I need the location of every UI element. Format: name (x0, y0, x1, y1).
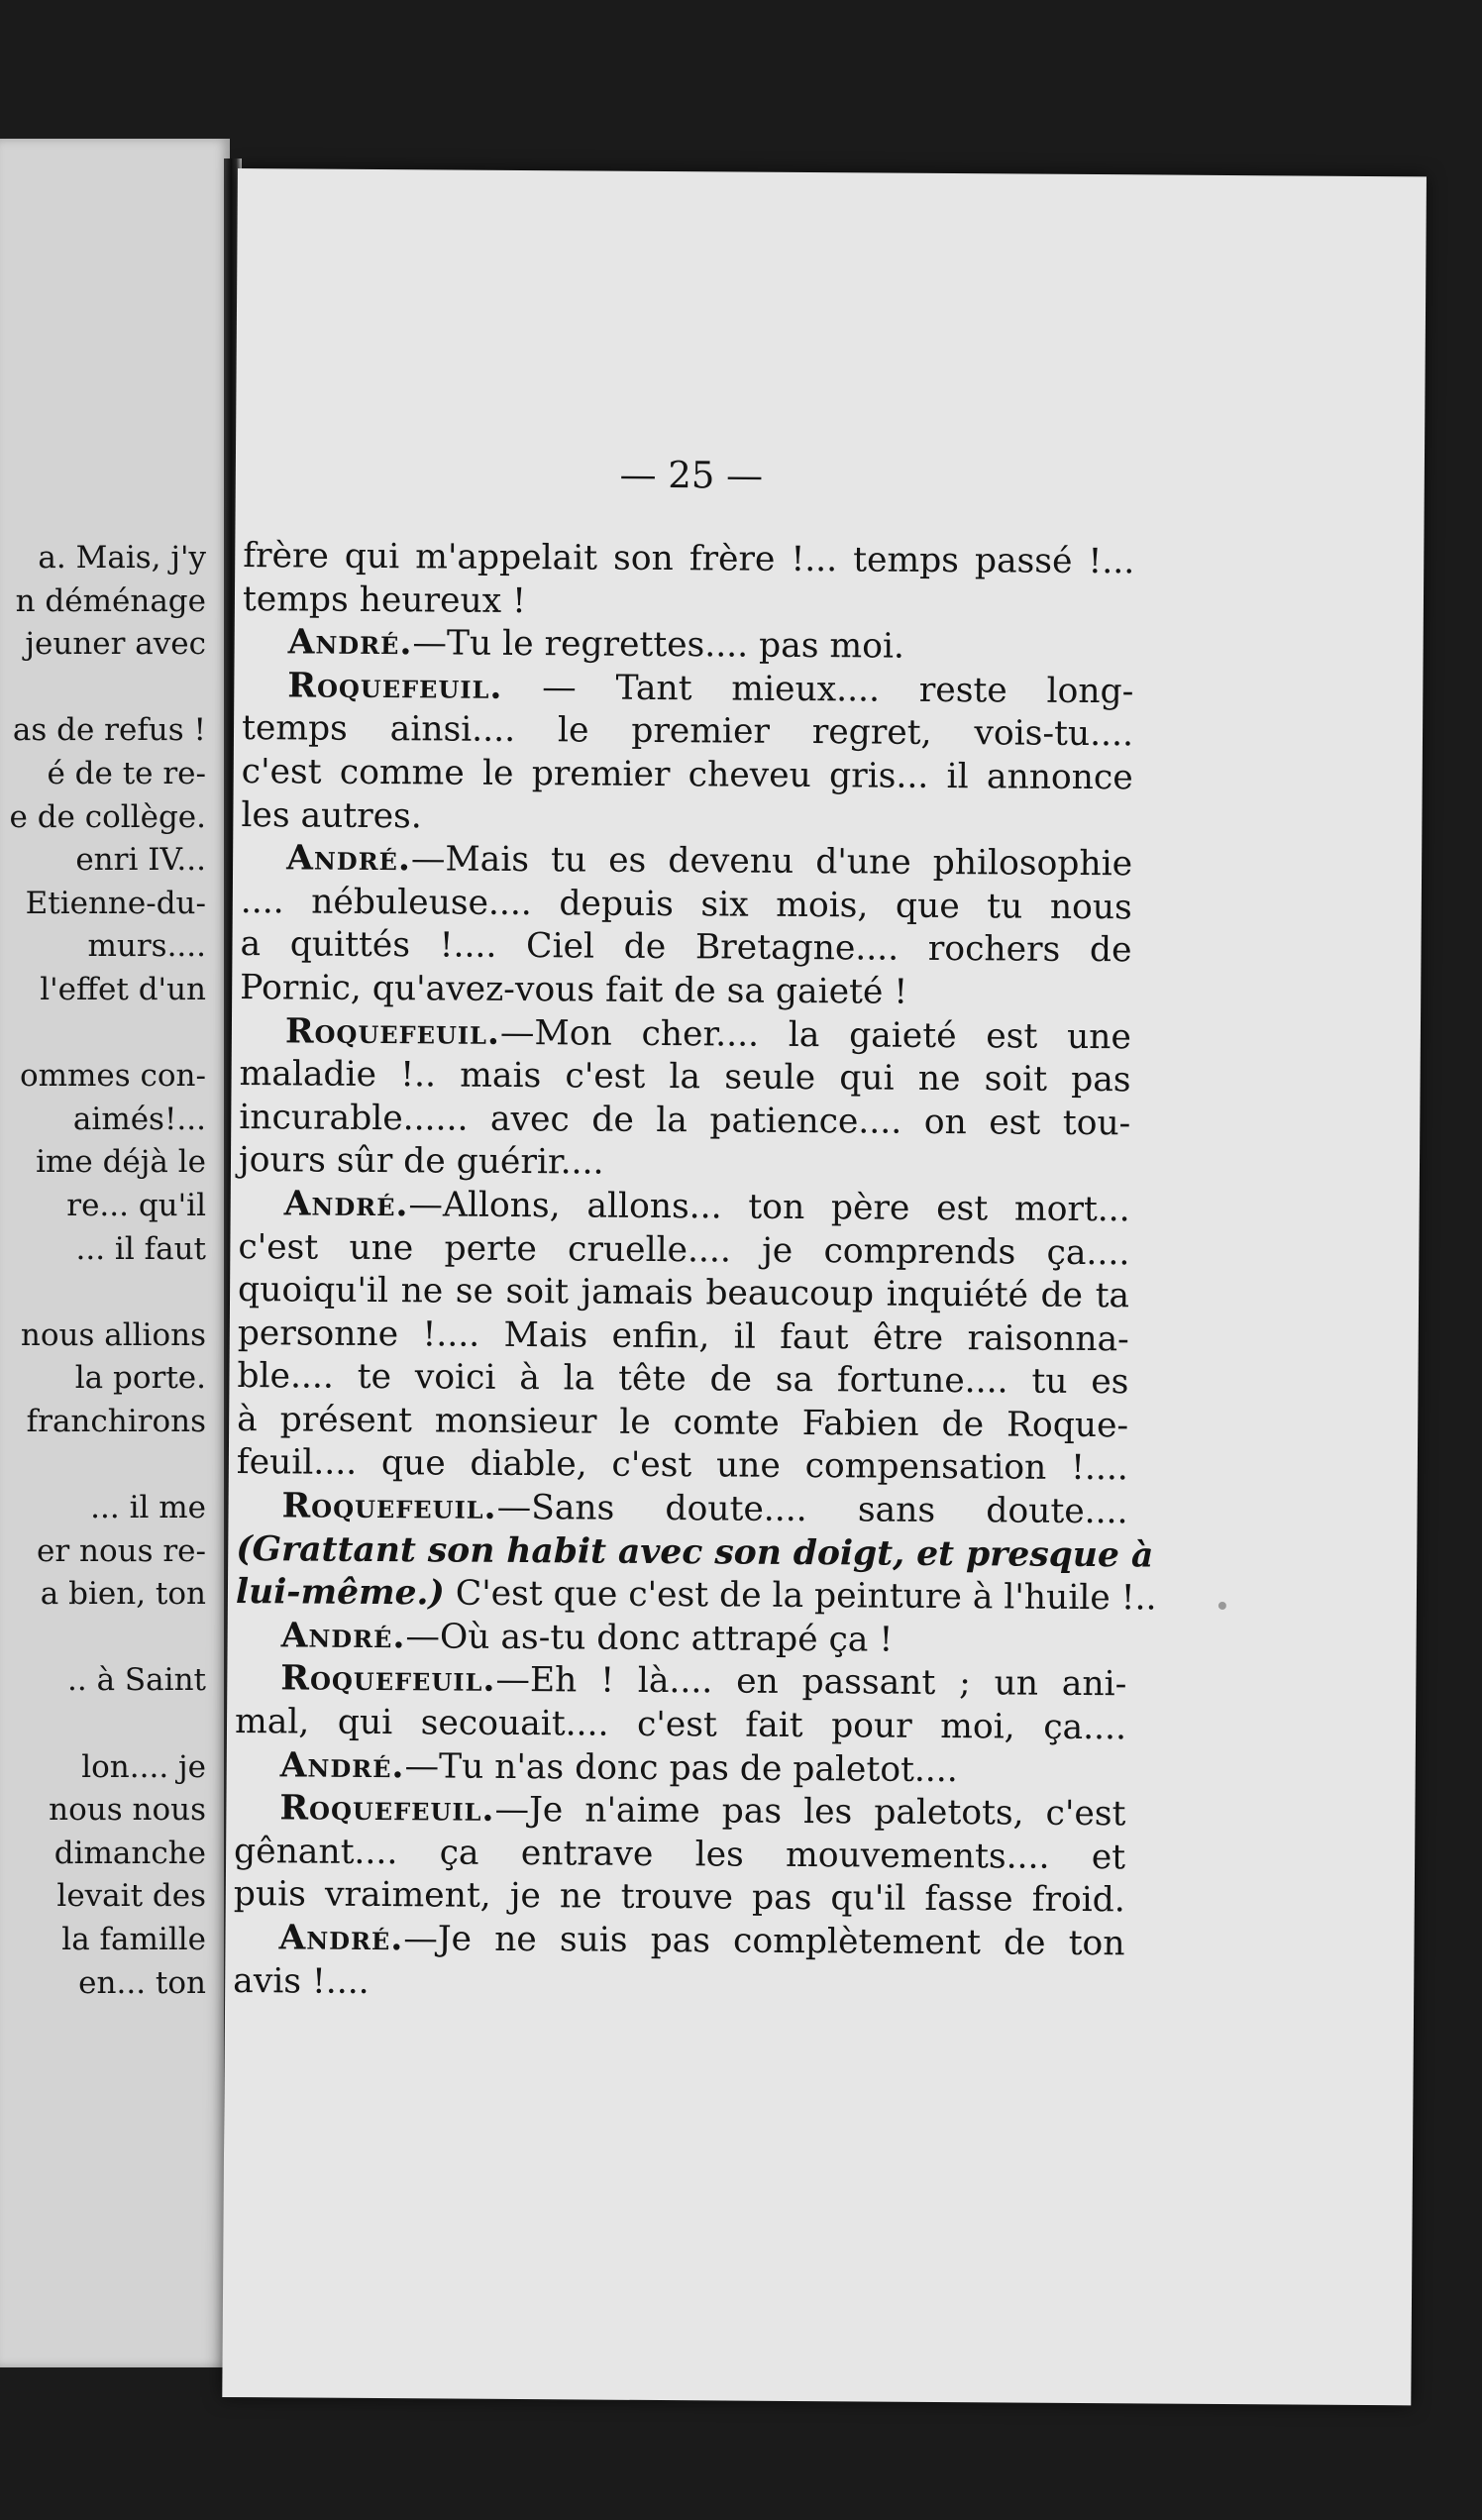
line-text: personne !.... Mais enfin, il faut être raisonna- (237, 1312, 1129, 1359)
speaker-name: Roquefeuil. (287, 666, 503, 707)
dialogue-text (233, 535, 1157, 2009)
text-line (240, 1010, 1131, 1060)
text-line (243, 621, 1134, 671)
left-page-line: jeuner avec (25, 626, 206, 663)
text-line (233, 1960, 1124, 2010)
left-page (0, 139, 230, 2367)
left-page-line: dimanche (53, 1835, 206, 1871)
left-page-line (0, 1446, 206, 1490)
line-text: maladie !.. mais c'est la seule qui ne soit pas (239, 1054, 1131, 1101)
line-text: mal, qui secouait.... c'est fait pour moi, ça.... (234, 1702, 1127, 1748)
left-page-line (0, 1274, 206, 1317)
speaker-name: Roquefeuil. (279, 1788, 495, 1831)
line-text: quoiqu'il ne se soit jamais beaucoup inquiété de ta (237, 1270, 1130, 1316)
left-page-line: levait des (56, 1878, 206, 1915)
line-text: .... nébuleuse.... depuis six mois, que tu nous (240, 881, 1132, 928)
left-page-line: franchirons (26, 1403, 206, 1439)
left-page-line: .. à Saint (67, 1662, 206, 1699)
text-line (239, 1183, 1130, 1232)
line-text: frère qui m'appelait son frère !... temps passé !... (243, 536, 1135, 582)
left-page-line: a bien, ton (40, 1576, 206, 1613)
line-text: c'est comme le premier cheveu gris... il annonce (241, 752, 1133, 798)
line-text: a quittés !.... Ciel de Bretagne.... rochers de (240, 924, 1132, 971)
text-line (241, 837, 1132, 887)
speaker-name: André. (278, 1918, 404, 1959)
right-page (222, 168, 1427, 2405)
speaker-name: André. (279, 1744, 405, 1786)
text-line (235, 1657, 1126, 1707)
line-text: à présent monsieur le comte Fabien de Roque- (237, 1399, 1129, 1446)
text-line (235, 1701, 1126, 1750)
left-page-line: ime déjà le (36, 1144, 206, 1181)
line-text: — Tant mieux.... reste long- (502, 667, 1134, 712)
text-line (242, 707, 1133, 757)
speaker-name: André. (285, 838, 412, 880)
left-page-line (0, 1706, 206, 1749)
line-text: ble.... te voici à la tête de sa fortune.... tu es (237, 1356, 1129, 1403)
left-page-text (0, 540, 206, 2008)
left-page-line: ommes con- (19, 1058, 206, 1095)
paper-speck (1218, 1602, 1226, 1610)
left-page-line: enri IV... (75, 842, 206, 879)
text-line (238, 1226, 1129, 1276)
left-page-line: la famille (61, 1922, 206, 1957)
left-page-line: Etienne-du- (25, 885, 206, 921)
left-page-line (0, 1620, 206, 1663)
left-page-line: nous allions (20, 1316, 206, 1353)
text-line (238, 1312, 1129, 1362)
line-text: temps heureux ! (242, 578, 527, 621)
line-text: feuil.... que diable, c'est une compensation !.... (236, 1442, 1128, 1489)
line-text: —Je ne suis pas complètement de ton (403, 1919, 1125, 1964)
left-page-line: é de te re- (47, 755, 206, 791)
left-page-line: re... qu'il (66, 1187, 206, 1223)
text-line (234, 1873, 1125, 1923)
line-text: —Allons, allons... ton père est mort... (408, 1185, 1130, 1230)
left-page-line: la porte. (74, 1360, 206, 1397)
text-line (241, 881, 1132, 930)
line-text: les autres. (241, 794, 422, 836)
left-page-line: murs.... (87, 928, 206, 965)
line-text: avis !.... (233, 1960, 370, 2002)
line-text: —Tu n'as donc pas de paletot.... (404, 1745, 958, 1790)
line-text: —Eh ! là.... en passant ; un ani- (495, 1660, 1127, 1705)
text-line (243, 535, 1134, 584)
left-page-line: a. Mais, j'y (38, 540, 206, 576)
text-line (242, 665, 1133, 714)
text-line (239, 1053, 1130, 1102)
speaker-name: Roquefeuil. (280, 1658, 496, 1701)
text-line (237, 1399, 1128, 1448)
line-text: —Je n'aime pas les paletots, c'est (494, 1790, 1126, 1835)
text-line (236, 1615, 1127, 1664)
text-line (241, 794, 1132, 844)
stage-direction: (Grattant son habit avec son doigt, et presque à (236, 1528, 1154, 1576)
left-page-line: as de refus ! (12, 712, 206, 749)
text-line (242, 751, 1133, 800)
text-line (239, 1097, 1130, 1146)
line-text: gênant.... ça entrave les mouvements.... et (234, 1831, 1126, 1878)
left-page-line: en... ton (78, 1964, 206, 2001)
text-line (240, 967, 1131, 1016)
left-page-line (0, 670, 206, 713)
stage-direction: lui-même.) (235, 1572, 445, 1614)
text-line (236, 1485, 1127, 1534)
text-line (235, 1571, 1157, 1621)
line-text: puis vraiment, je ne trouve pas qu'il fasse froid. (233, 1874, 1125, 1921)
speaker-name: Roquefeuil. (284, 1010, 501, 1053)
text-line (238, 1269, 1129, 1318)
line-text: —Sans doute.... sans doute.... (496, 1487, 1128, 1532)
line-text: jours sûr de guérir.... (238, 1140, 604, 1183)
text-line (237, 1441, 1128, 1491)
text-line (234, 1787, 1125, 1837)
text-line (239, 1139, 1130, 1189)
left-page-line: l'effet d'un (40, 971, 206, 1007)
left-page-line: lon.... je (81, 1748, 206, 1785)
text-line (233, 1917, 1124, 1966)
line-text: Pornic, qu'avez-vous fait de sa gaieté ! (240, 967, 908, 1012)
text-line (234, 1831, 1125, 1880)
line-text: c'est une perte cruelle.... je comprends ça.... (238, 1226, 1130, 1273)
left-page-line: e de collège. (9, 798, 206, 835)
line-text: —Mon cher.... la gaieté est une (499, 1012, 1132, 1057)
line-text: —Où as-tu donc attrapé ça ! (405, 1617, 894, 1660)
text-line (243, 578, 1134, 628)
speaker-name: Roquefeuil. (281, 1486, 497, 1527)
left-page-line: ... il me (90, 1490, 206, 1526)
line-text: incurable...... avec de la patience.... on est tou- (239, 1097, 1131, 1144)
page-number: — 25 — (619, 453, 764, 497)
text-line (235, 1744, 1126, 1794)
left-page-line: aimés!... (72, 1101, 206, 1137)
left-page-line: ... il faut (75, 1230, 206, 1267)
line-text: —Mais tu es devenu d'une philosophie (410, 839, 1133, 885)
left-page-line: nous nous (49, 1792, 206, 1829)
line-text: C'est que c'est de la peinture à l'huile !.. (444, 1573, 1157, 1619)
line-text: —Tu le regrettes.... pas moi. (412, 623, 905, 667)
text-line (240, 923, 1131, 973)
line-text: temps ainsi.... le premier regret, vois-tu.... (241, 708, 1134, 755)
text-line (236, 1528, 1154, 1578)
left-page-line: n déménage (15, 582, 206, 619)
left-page-line (0, 1015, 206, 1059)
speaker-name: André. (280, 1616, 406, 1657)
speaker-name: André. (283, 1184, 409, 1225)
text-line (237, 1355, 1128, 1405)
left-page-line: er nous re- (36, 1532, 206, 1569)
speaker-name: André. (287, 622, 413, 664)
